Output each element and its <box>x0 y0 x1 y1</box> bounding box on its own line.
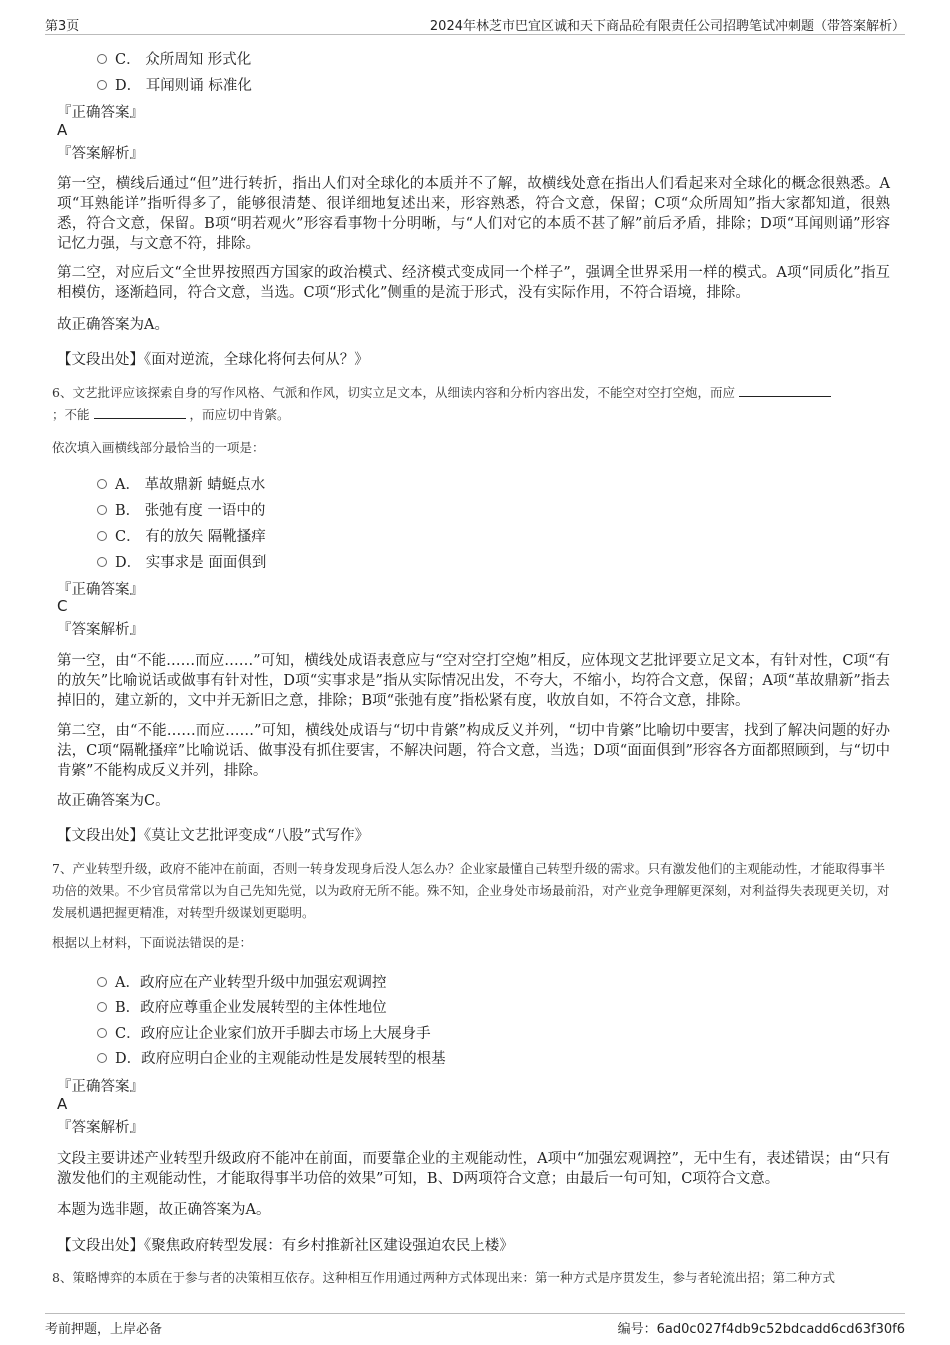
page-number: 第3页 <box>45 19 80 34</box>
radio-icon[interactable] <box>97 54 107 64</box>
q5-analysis-p1: 第一空，横线后通过“但”进行转折，指出人们对全球化的本质并不了解，故横线处意在指出人们看起来对全球化的概念很熟悉。A项“耳熟能详”指听得多了，能够很清楚、很详细地复述出来，形容熟悉，符合文意，保留；C项“众所周知”指大家都知道，很熟悉，符合文意，保留。B项“明若观火”形容看事物十分明晰，与“人们对它的本质不甚了解”前后矛盾，排除；D项“耳闻则诵”形容记忆力强，与文意不符，排除。 <box>57 176 890 252</box>
q5-option-d[interactable]: D． 耳闻则诵 标准化 <box>97 74 252 95</box>
q6-analysis-label: 『答案解析』 <box>57 622 144 638</box>
q7-option-b[interactable]: B．政府应尊重企业发展转型的主体性地位 <box>97 996 387 1017</box>
radio-icon[interactable] <box>97 977 107 987</box>
q5-option-c[interactable]: C． 众所周知 形式化 <box>97 48 251 69</box>
radio-icon[interactable] <box>97 531 107 541</box>
radio-icon[interactable] <box>97 1028 107 1038</box>
q7-option-a[interactable]: A．政府应在产业转型升级中加强宏观调控 <box>97 971 386 992</box>
q7-correct-label: 『正确答案』 <box>57 1079 144 1095</box>
q6-option-a[interactable]: A． 革故鼎新 蜻蜓点水 <box>97 473 265 494</box>
radio-icon[interactable] <box>97 557 107 567</box>
q6-instruction: 依次填入画横线部分最恰当的一项是： <box>52 440 265 455</box>
document-title: 2024年林芝市巴宜区诚和天下商品砼有限责任公司招聘笔试冲刺题（带答案解析） <box>429 19 905 34</box>
q6-source: 【文段出处】《莫让文艺批评变成“八股”式写作》 <box>57 828 370 844</box>
q6-option-d[interactable]: D． 实事求是 面面俱到 <box>97 551 266 572</box>
q6-option-c[interactable]: C． 有的放矢 隔靴搔痒 <box>97 525 266 546</box>
q7-option-c[interactable]: C．政府应让企业家们放开手脚去市场上大展身手 <box>97 1022 431 1043</box>
q7-conclusion: 本题为选非题，故正确答案为A。 <box>57 1202 271 1218</box>
q5-answer: A <box>57 121 68 139</box>
q6-analysis-p1: 第一空，由“不能……而应……”可知，横线处成语表意应与“空对空打空炮”相反，应体现文艺批评要立足文本，有针对性，C项“有的放矢”比喻说话或做事有针对性，D项“实事求是”指从实际情况出发，不夸大，不缩小，均符合文意，保留；A项“革故鼎新”指去掉旧的，建立新的，文中并无新旧之意，排除；B项“张弛有度”指松紧有度，收放自如，不符合文意，排除。 <box>57 653 890 709</box>
q6-conclusion: 故正确答案为C。 <box>57 793 170 809</box>
q7-answer: A <box>57 1095 68 1113</box>
q7-option-d[interactable]: D．政府应明白企业的主观能动性是发展转型的根基 <box>97 1047 446 1068</box>
footer-serial: 编号：6ad0c027f4db9c52bdcadd6cd63f30f6 <box>617 1322 905 1337</box>
q7-source: 【文段出处】《聚焦政府转型发展：有乡村推新社区建设强迫农民上楼》 <box>57 1238 514 1254</box>
blank-2 <box>94 406 186 419</box>
q6-correct-label: 『正确答案』 <box>57 582 144 598</box>
q7-analysis-p1: 文段主要讲述产业转型升级政府不能冲在前面，而要靠企业的主观能动性，A项中“加强宏观调控”，无中生有，表述错误；由“只有激发他们的主观能动性，才能取得事半功倍的效果”可知，B、D两项符合文意；由最后一句可知，C项符合文意。 <box>57 1151 890 1187</box>
q8-stem: 8、策略博弈的本质在于参与者的决策相互依存。这种相互作用通过两种方式体现出来：第一种方式是序贯发生，参与者轮流出招；第二种方式 <box>52 1270 835 1285</box>
q6-option-b[interactable]: B． 张弛有度 一语中的 <box>97 499 265 520</box>
q7-instruction: 根据以上材料，下面说法错误的是： <box>52 935 253 950</box>
q6-answer: C <box>57 597 68 615</box>
q5-source: 【文段出处】《面对逆流，全球化将何去何从？》 <box>57 352 369 368</box>
q7-stem: 7、产业转型升级，政府不能冲在前面，否则一转身发现身后没人怎么办？企业家最懂自己转型升级的需求。只有激发他们的主观能动性，才能取得事半功倍的效果。不少官员常常以为自己先知先觉，以为政府无所不能。殊不知，企业身处市场最前沿，对产业竞争理解更深刻，对利益得失表现更关切，对发展机遇把握更精准，对转型升级谋划更聪明。 <box>52 861 890 920</box>
blank-1 <box>739 384 831 397</box>
footer-slogan: 考前押题，上岸必备 <box>45 1322 163 1337</box>
q6-stem: 6、文艺批评应该探索自身的写作风格、气派和作风，切实立足文本，从细读内容和分析内容出发，不能空对空打空炮，而应 ；不能 ，而应切中肯綮。 <box>52 382 894 426</box>
page-footer <box>45 1313 905 1336</box>
q5-analysis-label: 『答案解析』 <box>57 146 144 162</box>
page-header <box>45 14 905 35</box>
q5-conclusion: 故正确答案为A。 <box>57 317 169 333</box>
q5-analysis-p2: 第二空，对应后文“全世界按照西方国家的政治模式、经济模式变成同一个样子”，强调全世界采用一样的模式。A项“同质化”指互相模仿，逐渐趋同，符合文意，当选。C项“形式化”侧重的是流于形式，没有实际作用，不符合语境，排除。 <box>57 265 890 301</box>
radio-icon[interactable] <box>97 80 107 90</box>
q5-correct-label: 『正确答案』 <box>57 105 144 121</box>
radio-icon[interactable] <box>97 505 107 515</box>
q7-analysis-label: 『答案解析』 <box>57 1120 144 1136</box>
radio-icon[interactable] <box>97 1002 107 1012</box>
q6-analysis-p2: 第二空，由“不能……而应……”可知，横线处成语与“切中肯綮”构成反义并列，“切中肯綮”比喻切中要害，找到了解决问题的好办法，C项“隔靴搔痒”比喻说话、做事没有抓住要害，不解决问题，符合文意，当选；D项“面面俱到”形容各方面都照顾到，与“切中肯綮”不能构成反义并列，排除。 <box>57 723 890 779</box>
radio-icon[interactable] <box>97 479 107 489</box>
radio-icon[interactable] <box>97 1053 107 1063</box>
